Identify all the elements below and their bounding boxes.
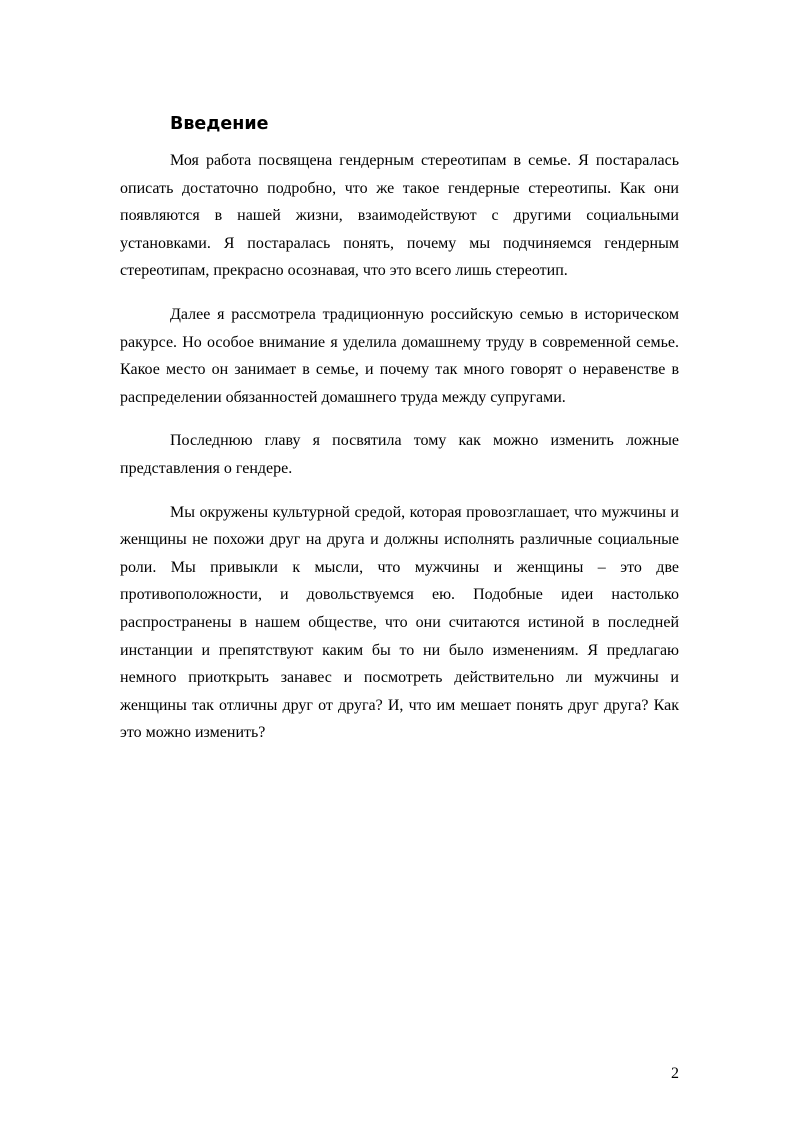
body-text bbox=[120, 147, 679, 763]
paragraph-last-chapter: Последнюю главу я посвятила тому как можно изменить ложные представления о гендере. bbox=[120, 432, 679, 477]
section-heading: Введение bbox=[170, 114, 269, 134]
paragraph-intro: Моя работа посвящена гендерным стереотипам в семье. Я постаралась описать достаточно подробно, что же такое гендерные стереотипы. Как они появляются в нашей жизни, взаимодействуют с другими социальными установками. Я постаралась понять, почему мы подчиняемся гендерным стереотипам, прекрасно осознавая, что это всего лишь стереотип. bbox=[120, 152, 679, 280]
paragraph-family: Далее я рассмотрела традиционную российскую семью в историческом ракурсе. Но особое внимание я уделила домашнему труду в современной семье. Какое место он занимает в семье, и почему так много говорят о неравенстве в распределении обязанностей домашнего труда между супругами. bbox=[120, 305, 679, 406]
paragraph-culture: Мы окружены культурной средой, которая провозглашает, что мужчины и женщины не похожи друг на друга и должны исполнять различные социальные роли. Мы привыкли к мысли, что мужчины и женщины – это две противоположности, и довольствуемся ею. Подобные идеи настолько распространены в нашем обществе, что они считаются истиной в последней инстанции и препятствуют каким бы то ни было изменениям. Я предлагаю немного приоткрыть занавес и посмотреть действительно ли мужчины и женщины так отличны друг от друга? И, что им мешает понять друг друга? Как это можно изменить? bbox=[120, 503, 679, 742]
page-number: 2 bbox=[671, 1065, 679, 1082]
